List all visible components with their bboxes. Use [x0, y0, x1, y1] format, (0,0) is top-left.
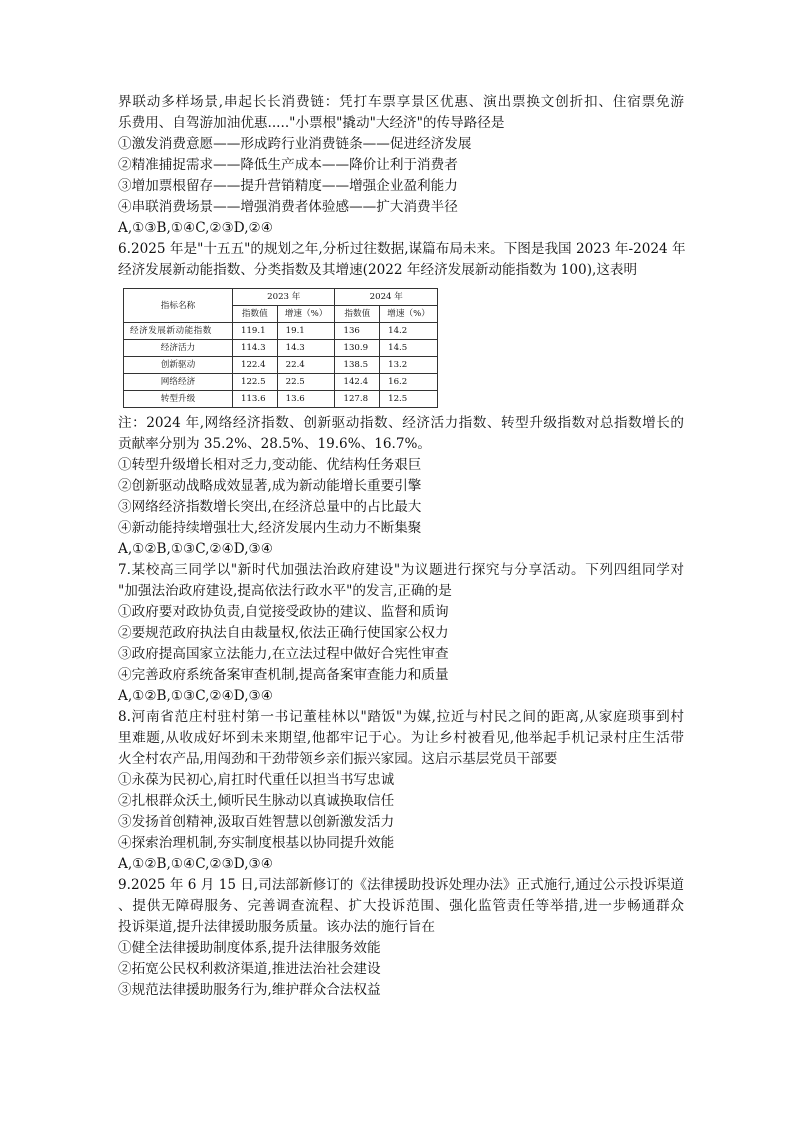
table-cell: 14.3: [277, 340, 335, 357]
stem-line: 经济发展新动能指数、分类指数及其增速(2022 年经济发展新动能指数为 100),这表明: [118, 262, 638, 278]
question-6: [118, 239, 684, 560]
table-header-row: [124, 289, 438, 306]
table-cell: 14.5: [380, 340, 438, 357]
table-cell: 13.6: [277, 391, 335, 408]
exam-page: [118, 92, 684, 1001]
table-cell: 122.5: [233, 374, 278, 391]
note-line: 注：2024 年,网络经济指数、创新驱动指数、经济活力指数、转型升级指数对总指数增长的: [118, 415, 684, 431]
option-4: ④新动能持续增强壮大,经济发展内生动力不断集聚: [118, 520, 422, 536]
stem-line: 里难题,从收成好坏到未来期望,他都牢记于心。为让乡村被看见,他举起手机记录村庄生活带: [118, 730, 684, 746]
table-cell: 创新驱动: [124, 357, 233, 374]
table-row: [124, 357, 438, 374]
question-5: [118, 92, 684, 239]
option-1: ①政府要对政协负责,自觉接受政协的建议、监督和质询: [118, 604, 449, 620]
subheader-growth: 增速（%）: [380, 306, 438, 323]
subheader-value: 指数值: [233, 306, 278, 323]
answer-choices: A,①③B,①④C,②③D,②④: [118, 220, 273, 236]
header-year-2024: 2024 年: [335, 289, 438, 306]
subheader-growth: 增速（%）: [277, 306, 335, 323]
table-cell: 网络经济: [124, 374, 233, 391]
header-year-2023: 2023 年: [233, 289, 335, 306]
stem-line: 界联动多样场景,串起长长消费链：凭打车票享景区优惠、演出票换文创折扣、住宿票免游: [118, 94, 684, 110]
option-2: ②要规范政府执法自由裁量权,依法正确行使国家公权力: [118, 625, 449, 641]
table-row: [124, 323, 438, 340]
stem-line: 乐费用、自驾游加油优惠....."小票根"撬动"大经济"的传导路径是: [118, 115, 505, 131]
option-2: ②精准捕捉需求——降低生产成本——降价让利于消费者: [118, 157, 458, 173]
answer-choices: A,①②B,①④C,②③D,③④: [118, 856, 273, 872]
stem-line: "加强法治政府建设,提高依法行政水平"的发言,正确的是: [118, 583, 452, 599]
option-1: ①健全法律援助制度体系,提升法律服务效能: [118, 940, 381, 956]
table-cell: 122.4: [233, 357, 278, 374]
table-row: [124, 391, 438, 408]
table-cell: 138.5: [335, 357, 380, 374]
option-1: ①激发消费意愿——形成跨行业消费链条——促进经济发展: [118, 136, 472, 152]
stem-line: 、提供无障碍服务、完善调查流程、扩大投诉范围、强化监管责任等举措,进一步畅通群众: [118, 898, 684, 914]
table-cell: 12.5: [380, 391, 438, 408]
option-3: ③网络经济指数增长突出,在经济总量中的占比最大: [118, 499, 422, 515]
table-cell: 14.2: [380, 323, 438, 340]
table-cell: 19.1: [277, 323, 335, 340]
table-cell: 22.5: [277, 374, 335, 391]
answer-choices: A,①②B,①③C,②④D,③④: [118, 541, 273, 557]
table-cell: 130.9: [335, 340, 380, 357]
option-4: ④串联消费场景——增强消费者体验感——扩大消费半径: [118, 199, 458, 215]
stem-line: 6.2025 年是"十五五"的规划之年,分析过往数据,谋篇布局未来。下图是我国 2023 年-2024 年: [118, 241, 686, 257]
stem-line: 8.河南省范庄村驻村第一书记董桂林以"踏饭"为媒,拉近与村民之间的距离,从家庭琐事到村: [118, 709, 684, 725]
subheader-value: 指数值: [335, 306, 380, 323]
table-cell: 119.1: [233, 323, 278, 340]
stem-line: 火全村农产品,用闯劲和干劲带领乡亲们振兴家园。这启示基层党员干部要: [118, 751, 558, 767]
table-row: [124, 374, 438, 391]
option-1: ①转型升级增长相对乏力,变动能、优结构任务艰巨: [118, 457, 422, 473]
table-cell: 16.2: [380, 374, 438, 391]
option-2: ②拓宽公民权利救济渠道,推进法治社会建设: [118, 961, 381, 977]
table-row: [124, 340, 438, 357]
option-3: ③增加票根留存——提升营销精度——增强企业盈利能力: [118, 178, 458, 194]
index-table: [123, 288, 438, 408]
answer-choices: A,①②B,①③C,②④D,③④: [118, 688, 273, 704]
table-cell: 经济发展新动能指数: [124, 323, 233, 340]
stem-line: 9.2025 年 6 月 15 日,司法部新修订的《法律援助投诉处理办法》正式施行,通过公示投诉渠道: [118, 877, 684, 893]
option-2: ②扎根群众沃土,倾听民生脉动以真诚换取信任: [118, 793, 395, 809]
index-table-wrapper: [123, 288, 438, 408]
stem-line: 7.某校高三同学以"新时代加强法治政府建设"为议题进行探究与分享活动。下列四组同学对: [118, 562, 684, 578]
table-cell: 13.2: [380, 357, 438, 374]
table-cell: 142.4: [335, 374, 380, 391]
table-cell: 转型升级: [124, 391, 233, 408]
header-indicator-name: 指标名称: [124, 289, 233, 323]
question-9: [118, 875, 684, 1001]
table-cell: 113.6: [233, 391, 278, 408]
table-cell: 经济活力: [124, 340, 233, 357]
table-cell: 127.8: [335, 391, 380, 408]
stem-line: 投诉渠道,提升法律援助服务质量。该办法的施行旨在: [118, 919, 435, 935]
option-1: ①永葆为民初心,肩扛时代重任以担当书写忠诚: [118, 772, 395, 788]
table-cell: 114.3: [233, 340, 278, 357]
option-3: ③发扬首创精神,汲取百姓智慧以创新激发活力: [118, 814, 395, 830]
option-3: ③规范法律援助服务行为,维护群众合法权益: [118, 982, 381, 998]
option-4: ④完善政府系统备案审查机制,提高备案审查能力和质量: [118, 667, 449, 683]
note-line: 贡献率分别为 35.2%、28.5%、19.6%、16.7%。: [118, 436, 431, 452]
question-8: [118, 707, 684, 875]
question-7: [118, 560, 684, 707]
option-3: ③政府提高国家立法能力,在立法过程中做好合宪性审查: [118, 646, 449, 662]
option-2: ②创新驱动战略成效显著,成为新动能增长重要引擎: [118, 478, 422, 494]
option-4: ④探索治理机制,夯实制度根基以协同提升效能: [118, 835, 395, 851]
table-cell: 136: [335, 323, 380, 340]
table-cell: 22.4: [277, 357, 335, 374]
